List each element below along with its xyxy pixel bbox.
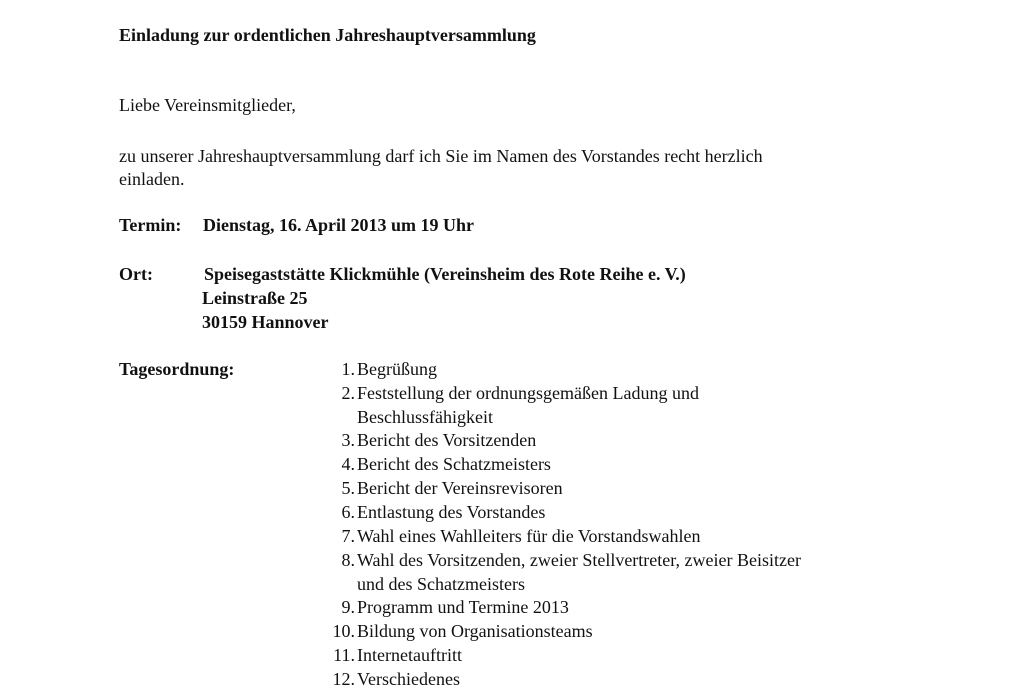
intro-line-2: einladen.: [119, 169, 185, 189]
agenda-item: [335, 357, 801, 381]
agenda-label: Tagesordnung:: [119, 359, 235, 379]
agenda-item-text: Bildung von Organisationsteams: [357, 621, 593, 641]
agenda-item-number: 6.: [341, 502, 355, 522]
agenda-item: [335, 643, 801, 667]
agenda-item-number: 3.: [341, 430, 355, 450]
ort-line-1: Speisegaststätte Klickmühle (Vereinsheim des Rote Reihe e. V.): [204, 264, 686, 284]
agenda-item: [335, 381, 801, 428]
agenda-item-text: Wahl eines Wahlleiters für die Vorstandswahlen: [357, 526, 701, 546]
agenda-item-text: Verschiedenes: [357, 669, 460, 689]
agenda-item-text: Entlastung des Vorstandes: [357, 502, 546, 522]
agenda-item-number: 2.: [341, 383, 355, 403]
agenda-list: [332, 357, 801, 691]
ort-line-2: Leinstraße 25: [202, 288, 308, 308]
agenda-item-text: Feststellung der ordnungsgemäßen Ladung und: [357, 383, 699, 403]
agenda-item-number: 8.: [341, 550, 355, 570]
agenda-item-text: Programm und Termine 2013: [357, 597, 569, 617]
agenda-item: [335, 428, 801, 452]
agenda-item-text-continued: und des Schatzmeisters: [357, 574, 525, 594]
agenda-item: [332, 667, 801, 691]
agenda-item-number: 9.: [341, 597, 355, 617]
ort-line-3: 30159 Hannover: [202, 312, 329, 332]
agenda-item: [335, 595, 801, 619]
agenda-item-number: 12.: [332, 669, 355, 689]
agenda-item-text: Internetauftritt: [357, 645, 462, 665]
agenda-item: [335, 452, 801, 476]
document-title: Einladung zur ordentlichen Jahreshauptversammlung: [119, 25, 536, 45]
greeting: Liebe Vereinsmitglieder,: [119, 95, 296, 115]
agenda-item-number: 10.: [332, 621, 355, 641]
agenda-item-text: Wahl des Vorsitzenden, zweier Stellvertreter, zweier Beisitzer: [357, 550, 801, 570]
termin-label: Termin:: [119, 215, 182, 235]
agenda-item: [335, 500, 801, 524]
agenda-item-text: Bericht des Vorsitzenden: [357, 430, 537, 450]
agenda-item-text: Bericht des Schatzmeisters: [357, 454, 551, 474]
agenda-item-number: 1.: [341, 359, 355, 379]
agenda-item-number: 11.: [333, 645, 355, 665]
agenda-item-text: Begrüßung: [357, 359, 437, 379]
agenda-item-number: 7.: [341, 526, 355, 546]
agenda-item-text: Bericht der Vereinsrevisoren: [357, 478, 563, 498]
agenda-item: [335, 476, 801, 500]
agenda-item-text-continued: Beschlussfähigkeit: [357, 407, 493, 427]
agenda-item-number: 5.: [341, 478, 355, 498]
agenda-item-number: 4.: [341, 454, 355, 474]
agenda-item: [335, 524, 801, 548]
agenda-item: [332, 619, 801, 643]
intro-line-1: zu unserer Jahreshauptversammlung darf ich Sie im Namen des Vorstandes recht herzlich: [119, 146, 763, 166]
ort-label: Ort:: [119, 264, 153, 284]
termin-value: Dienstag, 16. April 2013 um 19 Uhr: [203, 215, 475, 235]
agenda-item: [335, 548, 801, 595]
